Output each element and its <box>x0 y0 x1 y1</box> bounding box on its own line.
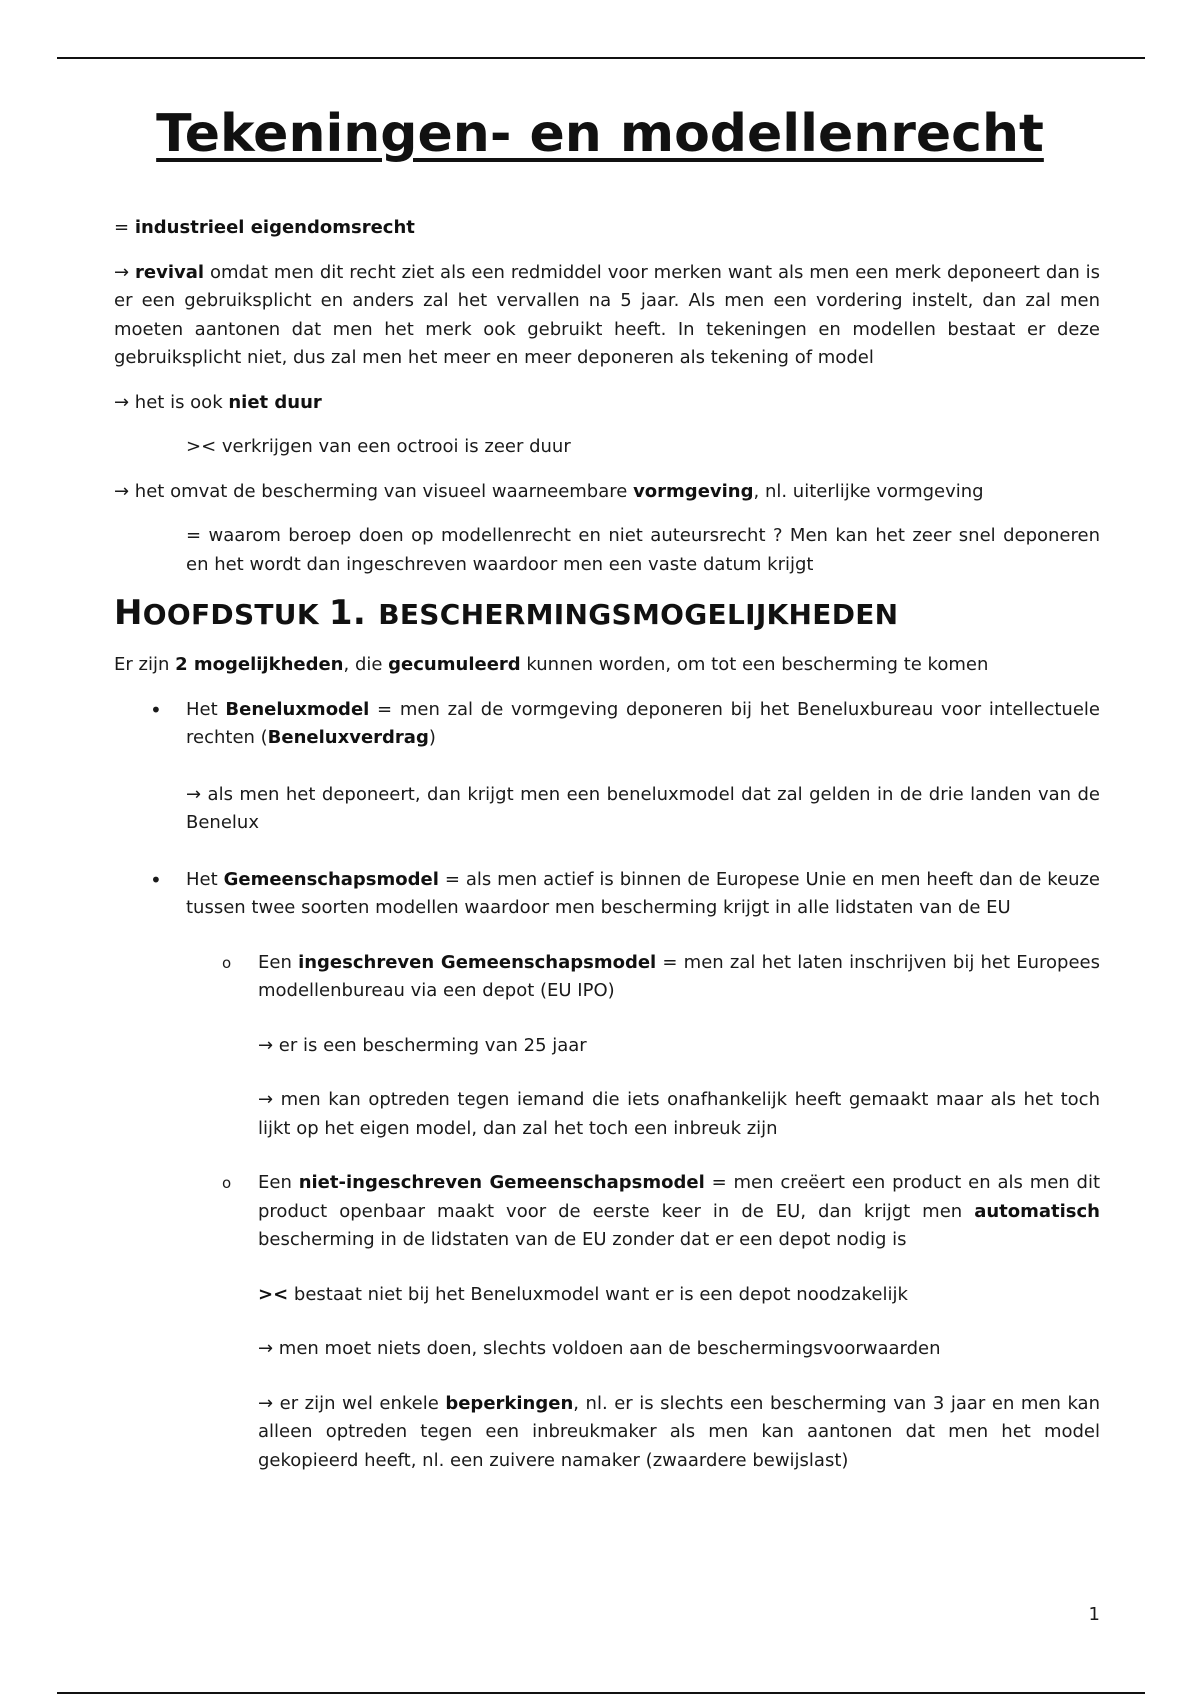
lead-mid: , die <box>343 654 389 675</box>
lead-suffix: kunnen worden, om tot een bescherming te komen <box>520 654 989 675</box>
heading-word-1: OOFDSTUK <box>142 598 329 631</box>
design-suffix: , nl. uiterlijke vormgeving <box>753 480 984 502</box>
benelux-bold: Beneluxmodel <box>225 698 370 720</box>
list-item-unregistered <box>186 1169 1100 1475</box>
unregistered-definition <box>258 1169 1100 1255</box>
lead-prefix: Er zijn <box>114 654 176 675</box>
benelux-text: = men zal de vormgeving deponeren bij het Beneluxbureau voor intellectuele rechten ( <box>186 698 1100 748</box>
revival-bold: revival <box>135 261 205 283</box>
lead-bold-2: gecumuleerd <box>388 654 521 675</box>
heading-word-2: ESCHERMINGSMOGELIJKHEDEN <box>399 598 899 631</box>
registered-text: = men zal het laten inschrijven bij het Europees modellenbureau via een depot (EU IPO) <box>258 951 1100 1001</box>
design-bold: vormgeving <box>633 480 754 502</box>
cost-contrast-line: >< verkrijgen van een octrooi is zeer duur <box>186 436 571 457</box>
limit-prefix: → er zijn wel enkele <box>258 1392 446 1414</box>
document-body <box>114 214 1100 1501</box>
benelux-close: ) <box>428 727 436 748</box>
benelux-treaty-bold: Beneluxverdrag <box>267 727 429 748</box>
top-rule <box>57 57 1145 59</box>
why-paragraph: = waarom beroep doen op modellenrecht en niet auteursrecht ? Men kan het zeer snel deponeren en het wordt dan ingeschreven waardoor men een vaste datum krijgt <box>186 525 1100 575</box>
heading-initial-h: H <box>114 593 143 633</box>
benelux-prefix: Het <box>186 698 226 720</box>
options-list <box>114 696 1100 1476</box>
registered-note-2: → men kan optreden tegen iemand die iets onafhankelijk heeft gemaakt maar als het toch lijkt op het eigen model, dan zal het toch een inbreuk zijn <box>258 1089 1100 1139</box>
benelux-note: → als men het deponeert, dan krijgt men een beneluxmodel dat zal gelden in de drie landen van de Benelux <box>186 783 1100 833</box>
design-line <box>114 478 1100 507</box>
chapter-heading <box>114 595 1100 633</box>
registered-note-1: → er is een bescherming van 25 jaar <box>258 1034 587 1056</box>
unregistered-prefix: Een <box>258 1172 299 1193</box>
design-prefix: → het omvat de bescherming van visueel waarneembare <box>114 480 634 502</box>
page-title <box>0 100 1200 168</box>
revival-text: omdat men dit recht ziet als een redmiddel voor merken want als men een merk deponeert dan is er een gebruiksplicht en anders zal het vervallen na 5 jaar. Als men een vordering instelt, dan zal men moeten aantonen dat men het merk ook gebruikt heeft. In tekeningen en modellen bestaat er deze gebruiksplicht niet, dus zal men het meer en meer deponeren als tekening of model <box>114 261 1101 368</box>
chapter-lead <box>114 651 1100 680</box>
definition-line <box>114 214 1100 243</box>
community-sub-list <box>186 949 1100 1476</box>
unregistered-text-2: bescherming in de lidstaten van de EU zonder dat er een depot nodig is <box>258 1229 907 1250</box>
limit-text: , nl. er is slechts een bescherming van 3 jaar en men kan alleen optreden tegen een inbreukmaker als men kan aantonen dat men het model gekopieerd heeft, nl. een zuivere namaker (zwaardere bewijslast) <box>258 1392 1100 1471</box>
contrast-text: bestaat niet bij het Beneluxmodel want er is een depot noodzakelijk <box>288 1283 908 1305</box>
community-bold: Gemeenschapsmodel <box>223 868 439 890</box>
cost-bold: niet duur <box>228 391 322 413</box>
definition-bold: industrieel eigendomsrecht <box>134 217 415 238</box>
community-text: = als men actief is binnen de Europese Unie en men heeft dan de keuze tussen twee soorten modellen waardoor men bescherming krijgt in alle lidstaten van de EU <box>186 868 1100 918</box>
community-definition <box>186 866 1100 923</box>
unregistered-text: = men creëert een product en als men dit product openbaar maakt voor de eerste keer in de EU, dan krijgt men <box>258 1172 1101 1222</box>
revival-arrow: → <box>114 261 135 283</box>
page-number: 1 <box>1088 1604 1100 1625</box>
cost-line <box>114 389 1100 418</box>
unregistered-limits <box>258 1390 1100 1476</box>
registered-prefix: Een <box>258 951 299 973</box>
unregistered-contrast <box>258 1281 1100 1310</box>
lead-bold-1: 2 mogelijkheden <box>175 654 344 675</box>
unregistered-note-1: → men moet niets doen, slechts voldoen aan de beschermingsvoorwaarden <box>258 1338 941 1359</box>
definition-prefix: = <box>114 217 135 238</box>
list-item-community <box>114 866 1100 1476</box>
page-title-text: Tekeningen- en modellenrecht <box>156 104 1044 164</box>
list-item-registered <box>186 949 1100 1144</box>
registered-definition <box>258 949 1100 1006</box>
community-prefix: Het <box>186 868 224 890</box>
cost-prefix: → het is ook <box>114 391 229 413</box>
heading-initial-b: B <box>378 598 400 631</box>
heading-number: 1. <box>328 593 379 633</box>
bottom-rule <box>57 1692 1145 1694</box>
contrast-bold: >< <box>258 1283 289 1305</box>
benelux-definition <box>186 696 1100 753</box>
unregistered-auto-bold: automatisch <box>974 1200 1100 1222</box>
registered-bold: ingeschreven Gemeenschapsmodel <box>298 951 657 973</box>
unregistered-bold: niet-ingeschreven Gemeenschapsmodel <box>298 1172 705 1193</box>
list-item-benelux <box>114 696 1100 838</box>
revival-paragraph <box>114 259 1100 373</box>
limit-bold: beperkingen <box>445 1392 574 1414</box>
